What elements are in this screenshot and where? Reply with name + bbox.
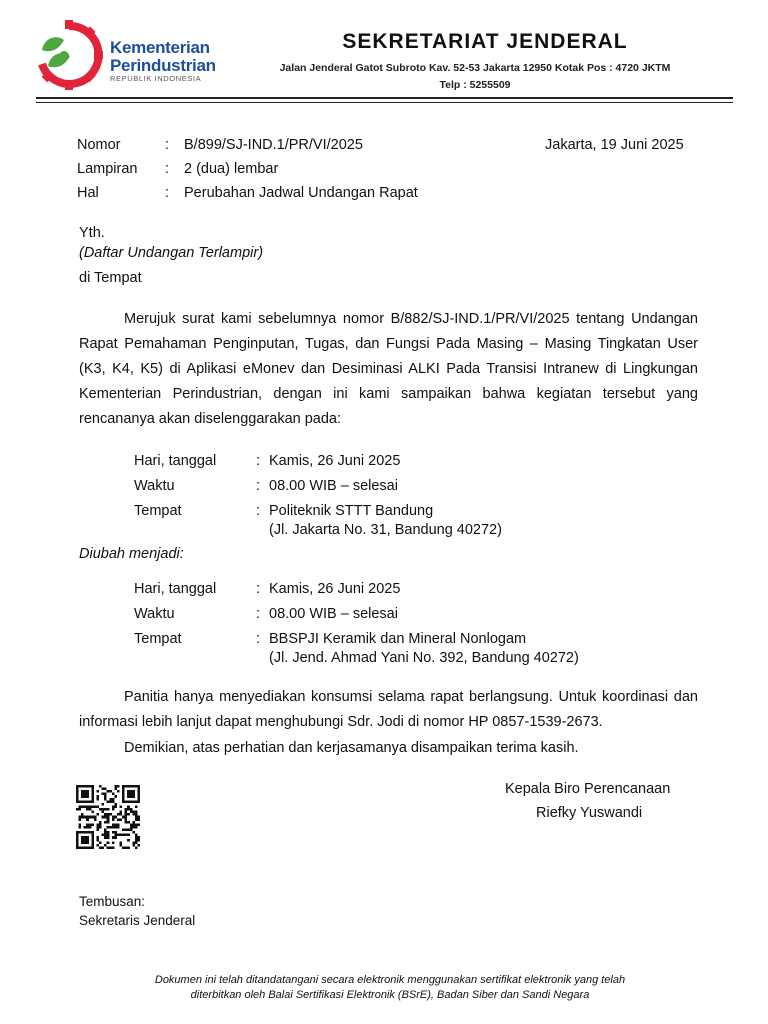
new-time-label: Waktu bbox=[134, 606, 175, 622]
old-day-value: Kamis, 26 Juni 2025 bbox=[269, 453, 401, 469]
hal-colon: : bbox=[165, 185, 170, 201]
old-day-label: Hari, tanggal bbox=[134, 453, 217, 469]
logo-text-line3: REPUBLIK INDONESIA bbox=[110, 74, 202, 83]
nomor-value: B/899/SJ-IND.1/PR/VI/2025 bbox=[184, 137, 363, 153]
old-time-colon: : bbox=[256, 478, 261, 494]
place-date: Jakarta, 19 Juni 2025 bbox=[545, 137, 684, 153]
logo-text-line1: Kementerian bbox=[110, 38, 210, 57]
hal-label: Hal bbox=[77, 185, 99, 201]
e-signature-notice bbox=[40, 973, 740, 1003]
qr-code-icon bbox=[76, 785, 140, 849]
letterhead bbox=[250, 30, 700, 91]
nomor-colon: : bbox=[165, 137, 170, 153]
changed-to-label: Diubah menjadi: bbox=[79, 546, 184, 562]
letterhead-title: SEKRETARIAT JENDERAL bbox=[342, 30, 628, 53]
header-rule-thin bbox=[36, 102, 733, 103]
recipient-place: di Tempat bbox=[79, 270, 142, 286]
signature-name: Riefky Yuswandi bbox=[536, 805, 643, 821]
recipient-yth: Yth. bbox=[79, 225, 105, 241]
old-day-colon: : bbox=[256, 453, 261, 469]
recipient-list: (Daftar Undangan Terlampir) bbox=[79, 245, 264, 261]
signature-position: Kepala Biro Perencanaan bbox=[505, 781, 671, 797]
new-day-value: Kamis, 26 Juni 2025 bbox=[269, 581, 401, 597]
closing-text: Demikian, atas perhatian dan kerjasamanya disampaikan terima kasih. bbox=[124, 740, 579, 756]
nomor-label: Nomor bbox=[77, 137, 121, 153]
footer-line2: diterbitkan oleh Balai Sertifikasi Elektronik (BSrE), Badan Siber dan Sandi Negara bbox=[190, 989, 590, 1001]
letterhead-address: Jalan Jenderal Gatot Subroto Kav. 52-53 Jakarta 12950 Kotak Pos : 4720 JKTM bbox=[279, 62, 671, 74]
intro-paragraph: Merujuk surat kami sebelumnya nomor B/882/SJ-IND.1/PR/VI/2025 tentang Undangan Rapat Pemahaman Penginputan, Tugas, dan Fungsi Pada Masing – Masing Tingkatan User (K3, K4, K5) di Aplikasi eMonev dan Desiminasi ALKI Pada Transisi Intranew di Lingkungan Kementerian Perindustrian, dengan ini kami sampaikan bahwa kegiatan tersebut yang rencananya akan diselenggarakan pada: bbox=[79, 311, 698, 427]
old-place-label: Tempat bbox=[134, 503, 182, 519]
lampiran-colon: : bbox=[165, 161, 170, 177]
new-day-colon: : bbox=[256, 581, 261, 597]
hal-value: Perubahan Jadwal Undangan Rapat bbox=[184, 185, 418, 201]
new-place-address: (Jl. Jend. Ahmad Yani No. 392, Bandung 40272) bbox=[269, 650, 579, 666]
lampiran-value: 2 (dua) lembar bbox=[184, 161, 279, 177]
old-time-label: Waktu bbox=[134, 478, 175, 494]
cc-item: Sekretaris Jenderal bbox=[79, 913, 196, 928]
old-place-colon: : bbox=[256, 503, 261, 519]
old-place-address: (Jl. Jakarta No. 31, Bandung 40272) bbox=[269, 522, 502, 538]
footer-line1: Dokumen ini telah ditandatangani secara elektronik menggunakan sertifikat elektronik yang telah bbox=[154, 974, 626, 986]
new-place-value: BBSPJI Keramik dan Mineral Nonlogam bbox=[269, 631, 527, 647]
logo-text-line2: Perindustrian bbox=[110, 56, 216, 75]
note-paragraph: Panitia hanya menyediakan konsumsi selama rapat berlangsung. Untuk koordinasi dan informasi lebih lanjut dapat menghubungi Sdr. Jodi di nomor HP 0857-1539-2673. bbox=[79, 689, 698, 730]
new-day-label: Hari, tanggal bbox=[134, 581, 217, 597]
new-time-value: 08.00 WIB – selesai bbox=[269, 606, 398, 622]
gear-leaf-icon bbox=[34, 20, 104, 90]
new-place-colon: : bbox=[256, 631, 261, 647]
ministry-logo bbox=[34, 20, 214, 90]
new-place-label: Tempat bbox=[134, 631, 182, 647]
lampiran-label: Lampiran bbox=[77, 161, 138, 177]
letterhead-phone: Telp : 5255509 bbox=[439, 79, 511, 91]
old-time-value: 08.00 WIB – selesai bbox=[269, 478, 398, 494]
old-place-value: Politeknik STTT Bandung bbox=[269, 503, 434, 519]
new-time-colon: : bbox=[256, 606, 261, 622]
cc-label: Tembusan: bbox=[79, 894, 146, 909]
header-rule-thick bbox=[36, 97, 733, 99]
